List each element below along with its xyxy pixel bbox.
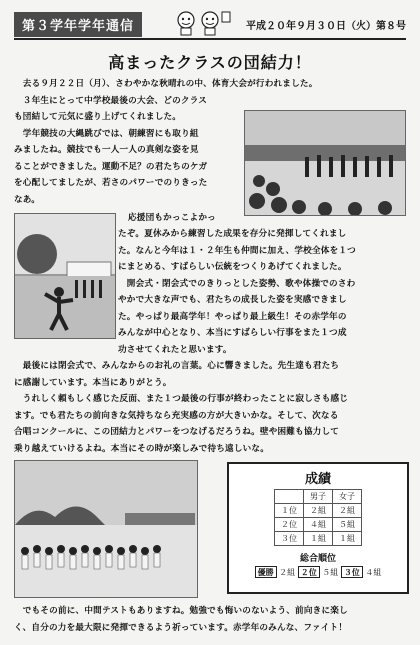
results-table (274, 489, 362, 546)
intro-line: ることができました。運動不足？の君たちのケガ (14, 162, 208, 172)
body-line: 乗り越えていけるよね。本当にその時が楽しみで待ち遠しいな。 (14, 444, 270, 454)
body-line: 合唱コンクールに、この団結力とパワーをつなげるだろうね。壁や困難も協力して (14, 427, 340, 437)
results-box (227, 462, 409, 594)
overall-ranking (229, 567, 407, 578)
results-header: 女子 (333, 490, 362, 504)
body-line: 開会式・閉会式でのきりっとした姿勢、歌や体操でのさわ (118, 279, 356, 289)
rope-jump-photo (244, 110, 406, 216)
newsletter-header (14, 8, 406, 40)
body-line: 功させてくれたと思います。 (118, 345, 232, 355)
table-row (275, 518, 362, 532)
girls-cell: ２組 (333, 504, 362, 518)
rank-class: ４組 (365, 568, 382, 577)
rank-class: ５組 (322, 568, 339, 577)
rank-label: ２位 (298, 566, 320, 578)
mascot-illustration (172, 8, 232, 36)
body-line: に感謝しています。本当にありがとう。 (14, 378, 172, 388)
boys-cell: ４組 (304, 518, 333, 532)
issue-date: 平成２０年９月３０日（火）第８号 (246, 21, 406, 32)
rank-label: 優勝 (255, 566, 277, 578)
girls-cell: １組 (333, 532, 362, 546)
newsletter-title: 第３学年学年通信 (14, 12, 142, 37)
intro-line: を心配してましたが、若さのパワーでのりきった (14, 178, 208, 188)
headline: 高まったクラスの団結力！ (108, 53, 312, 72)
body-line: ます。でも君たちの前向きな気持ちなら充実感の方が大きいかな。そして、次なる (14, 411, 339, 421)
place-cell: ２位 (275, 518, 304, 532)
intro-line: みましたね。競技でも一人一人の真剣な姿を見 (14, 145, 199, 155)
body-line: たぞ。夏休みから練習した成果を存分に発揮してくれまし (118, 229, 347, 239)
body-line: やかで大きな声でも、君たちの成長した姿を実感できまし (118, 295, 347, 305)
closing-line: でもその前に、中間テストもありますね。勉強でも悔いのないよう、前向きに楽し (14, 606, 348, 616)
rank-label: ３位 (341, 566, 363, 578)
rank-class: ２組 (279, 568, 296, 577)
body-line: 応援団もかっこよかっ (128, 213, 216, 223)
body-line: 最後には閉会式で、みんなからのお礼の言葉。心に響きました。先生達も君たち (14, 361, 340, 371)
cheer-leader-photo (14, 213, 116, 339)
results-header (275, 490, 304, 504)
body-line: た。なんと今年は１・２年生も仲間に加え、学校全体を１つ (118, 246, 356, 256)
field-photo (14, 460, 198, 598)
intro-line: も団結して元気に盛り上げてくれました。 (14, 112, 182, 122)
closing-line: く、自分の力を最大限に発揮できるよう祈っています。赤学年のみんな、ファイト！ (14, 623, 348, 633)
results-header: 男子 (304, 490, 333, 504)
body-line: にまとめる、すばらしい伝統をつくりあげてくれました。 (118, 262, 347, 272)
boys-cell: １組 (304, 532, 333, 546)
boys-cell: ２組 (304, 504, 333, 518)
body-line: うれしく頼もしく感じた反面、また１つ最後の行事が終わったことに寂しさも感じ (14, 394, 349, 404)
place-cell: １位 (275, 504, 304, 518)
body-line: た。やっぱり最高学年！やっぱり最上級生！その赤学年の (118, 312, 347, 322)
overall-ranking-title: 総合順位 (299, 554, 336, 564)
body-line: みんなが中心となり、本当にすばらしい行事をまた１つ成 (118, 328, 347, 338)
intro-line: ３年生にとって中学校最後の大会、どのクラス (14, 96, 208, 106)
place-cell: ３位 (275, 532, 304, 546)
results-title: 成績 (304, 472, 331, 487)
table-row (275, 504, 362, 518)
intro-line: 去る９月２２日（月）、さわやかな秋晴れの中、体育大会が行われました。 (14, 79, 318, 89)
intro-line: 学年競技の大縄跳びでは、朝練習にも取り組 (14, 129, 199, 139)
table-row (275, 532, 362, 546)
girls-cell: ５組 (333, 518, 362, 532)
intro-line: なあ。 (14, 195, 41, 205)
